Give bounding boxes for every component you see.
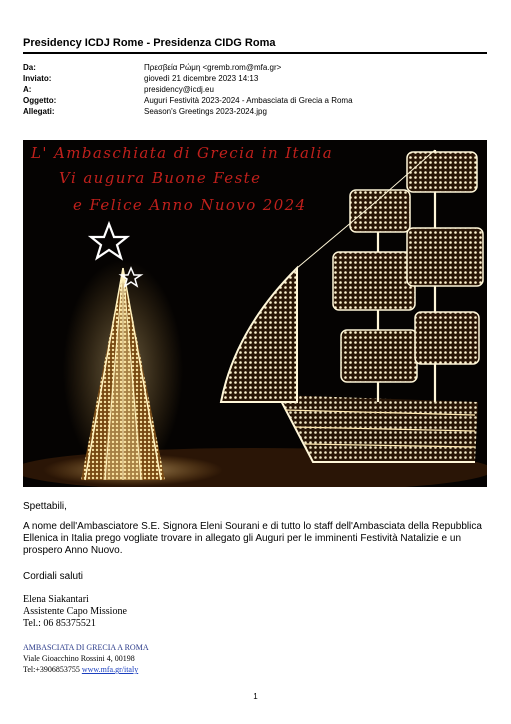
header-label: Oggetto: <box>23 96 57 105</box>
banner-line-3: e Felice Anno Nuovo 2024 <box>73 196 307 214</box>
lights-illustration <box>23 140 487 487</box>
header-value: Season's Greetings 2023-2024.jpg <box>144 107 267 116</box>
header-value: giovedì 21 dicembre 2023 14:13 <box>144 74 259 83</box>
signature-contact-line <box>23 664 138 675</box>
closing: Cordiali saluti <box>23 571 84 582</box>
header-sent <box>23 73 487 84</box>
signature-name: Elena Siakantari <box>23 594 89 605</box>
header-value: Πρεσβεία Ρώμη <gremb.rom@mfa.gr> <box>144 63 282 72</box>
signature-role: Assistente Capo Missione <box>23 606 127 617</box>
title-divider <box>23 52 487 54</box>
header-label: Da: <box>23 63 36 72</box>
header-label: A: <box>23 85 32 94</box>
header-from <box>23 62 487 73</box>
signature-tel: Tel.: 06 85375521 <box>23 618 96 629</box>
document-title: Presidency ICDJ Rome - Presidenza CIDG Roma <box>23 37 276 49</box>
page-number: 1 <box>253 692 258 701</box>
signature-address: Viale Gioacchino Rossini 4, 00198 <box>23 654 135 663</box>
website-link[interactable]: www.mfa.gr/italy <box>81 665 139 674</box>
signature-phone: Tel:+3906853755 <box>23 665 80 674</box>
header-label: Inviato: <box>23 74 52 83</box>
signature-organization: AMBASCIATA DI GRECIA A ROMA <box>23 643 149 652</box>
header-value: Auguri Festività 2023-2024 - Ambasciata di Grecia a Roma <box>144 96 353 105</box>
header-value: presidency@icdj.eu <box>144 85 214 94</box>
greeting-card-image <box>23 140 487 487</box>
header-attachments <box>23 106 487 117</box>
banner-line-1: L' Ambaschiata di Grecia in Italia <box>31 144 334 162</box>
email-header-block <box>23 62 487 117</box>
header-to <box>23 84 487 95</box>
christmas-tree <box>63 224 183 480</box>
banner-line-2: Vi augura Buone Feste <box>59 169 262 187</box>
message-paragraph: A nome dell'Ambasciatore S.E. Signora Eleni Sourani e di tutto lo staff dell'Ambasciata della Repubblica Ellenica in Italia prego vogliate trovare in allegato gli Auguri per le imminenti Festività Natalizie e un prospero Anno Nuovo. <box>23 521 482 556</box>
salutation: Spettabili, <box>23 501 67 512</box>
header-label: Allegati: <box>23 107 55 116</box>
header-subject <box>23 95 487 106</box>
